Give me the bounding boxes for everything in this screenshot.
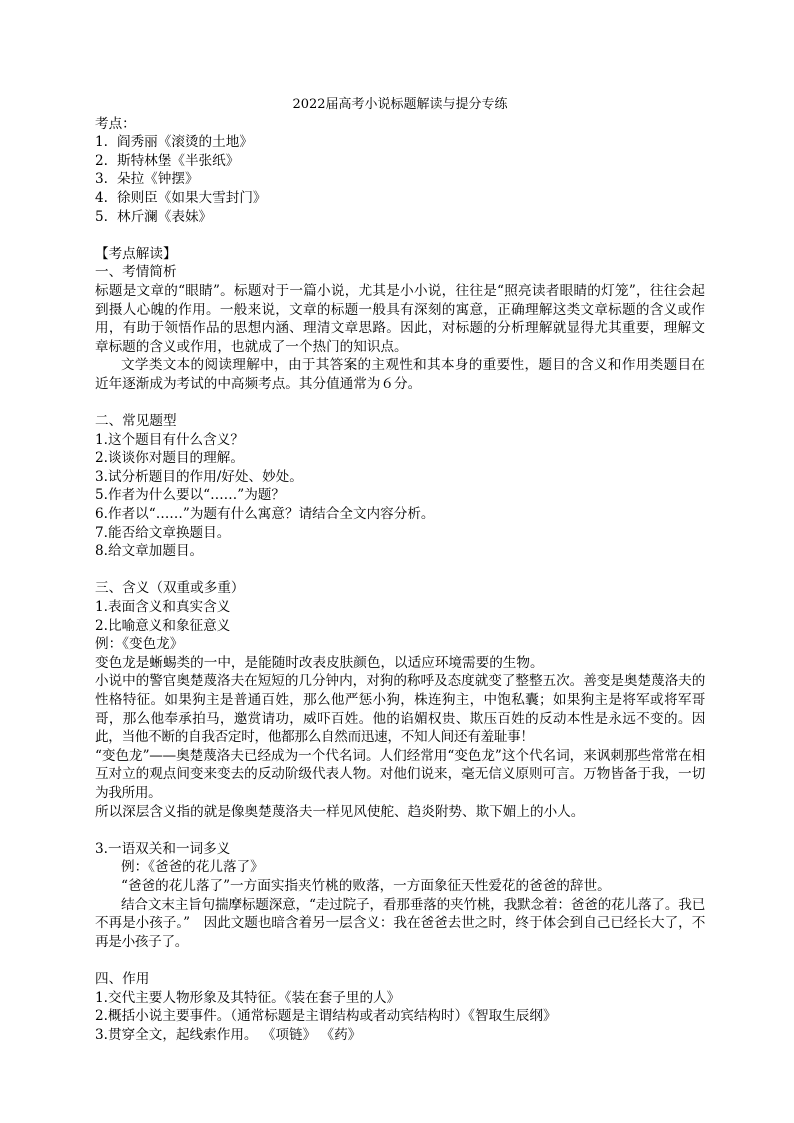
paragraph: “爸爸的花儿落了”一方面实指夹竹桃的败落，一方面象征天性爱花的爸爸的辞世。 [121,877,611,894]
paragraph: 小说中的警官奥楚蔑洛夫在短短的几分钟内，对狗的称呼及态度就变了整整五次。善变是奥楚蔑洛夫的性格特征。如果狗主是普通百姓，那么他严惩小狗，株连狗主，中饱私囊；如果狗主是将军或将军哥哥，那么他奉承拍马，邀赏请功，威吓百姓。他的谄媚权贵、欺压百姓的反动本性是永远不变的。因此，当他不断的自我否定时，他都那么自然而迅速，不知人间还有羞耻事！ [95,673,705,746]
question-type-item: 2.谈谈你对题目的理解。 [95,450,244,467]
paragraph: 变色龙是蜥蜴类的一中，是能随时改表皮肤颜色，以适应环境需要的生物。 [95,654,544,671]
kaodian-item [95,208,705,227]
kaodian-label: 考点： [95,115,136,132]
kaodian-item-text: 朵拉《钟摆》 [117,171,199,188]
function-item: 1.交代主要人物形象及其特征。《装在套子里的人》 [95,989,401,1006]
document-title: 2022届高考小说标题解读与提分专练 [292,97,508,112]
kaodian-item [95,133,705,152]
kaodian-item-text: 斯特林堡《半张纸》 [117,152,240,169]
meaning-type-item: 2.比喻意义和象征意义 [95,617,231,634]
question-type-item: 6.作者以“……”为题有什么寓意？请结合全文内容分析。 [95,506,435,523]
section-heading: 一、考情简析 [95,264,177,281]
kaodian-item-num: 2. [95,152,108,169]
spacer [95,951,705,970]
kaodian-item-num: 3. [95,171,108,188]
example-label: 例：《变色龙》 [95,636,184,653]
spacer [95,394,705,413]
kaodian-item-num: 5. [95,208,108,225]
paragraph: “变色龙”——奥楚蔑洛夫已经成为一个代名词。人们经常用“变色龙”这个代名词，来讽刺那些常常在相互对立的观点间变来变去的反动阶级代表人物。对他们说来，毫无信义原则可言。万物皆备于我，一切为我所用。 [95,747,705,801]
question-type-item: 5.作者为什么要以“……”为题？ [95,487,285,504]
kaodian-item-num: 4. [95,189,108,206]
kaodian-item [95,152,705,171]
function-item: 3.贯穿全文，起线索作用。 《项链》 《药》 [95,1026,362,1043]
section-heading: 四、作用 [95,970,150,987]
section-heading: 二、常见题型 [95,413,177,430]
question-type-item: 3.试分析题目的作用/好处、妙处。 [95,468,303,485]
section-heading: 三、含义（双重或多重） [95,580,245,597]
paragraph: 结合文末主旨句揣摩标题深意，“走过院子，看那垂落的夹竹桃，我默念着：爸爸的花儿落了。我已不再是小孩子。” 因此文题也暗含着另一层含义：我在爸爸去世之时，终于体会到自己已经长大了，不再是小孩子了。 [95,896,705,950]
kaodian-item [95,170,705,189]
meaning-type-item: 1.表面含义和真实含义 [95,599,231,616]
question-type-item: 7.能否给文章换题目。 [95,524,231,541]
question-type-item: 1.这个题目有什么含义？ [95,431,244,448]
kaodian-item-text: 徐则臣《如果大雪封门》 [117,189,267,206]
spacer [95,561,705,580]
kaodian-item [95,189,705,208]
section-heading: 【考点解读】 [95,245,177,262]
kaodian-item-text: 林斤澜《表妹》 [117,208,213,225]
paragraph: 文学类文本的阅读理解中，由于其答案的主观性和其本身的重要性，题目的含义和作用类题目在近年逐渐成为考试的中高频考点。其分值通常为６分。 [95,357,705,392]
example-label: 例：《爸爸的花儿落了》 [121,859,264,876]
kaodian-item-text: 阎秀丽《滚烫的土地》 [117,134,253,151]
spacer [95,226,705,245]
paragraph: 标题是文章的“眼睛”。标题对于一篇小说，尤其是小小说，往往是“照亮读者眼睛的灯笼”，往往会起到摄人心魄的作用。一般来说，文章的标题一般具有深刻的寓意，正确理解这类文章标题的含义或作用，有助于领悟作品的思想内涵、理清文章思路。因此，对标题的分析理解就显得尤其重要，理解文章标题的含义或作用，也就成了一个热门的知识点。 [95,282,705,355]
document-page [95,96,705,1044]
meaning-type-item: 3.一语双关和一词多义 [95,840,231,857]
question-type-item: 8.给文章加题目。 [95,543,204,560]
function-item: 2.概括小说主要事件。（通常标题是主谓结构或者动宾结构时）《智取生辰纲》 [95,1008,557,1025]
spacer [95,821,705,840]
paragraph: 所以深层含义指的就是像奥楚蔑洛夫一样见风使舵、趋炎附势、欺下媚上的小人。 [95,803,585,820]
kaodian-item-num: 1. [95,134,108,151]
